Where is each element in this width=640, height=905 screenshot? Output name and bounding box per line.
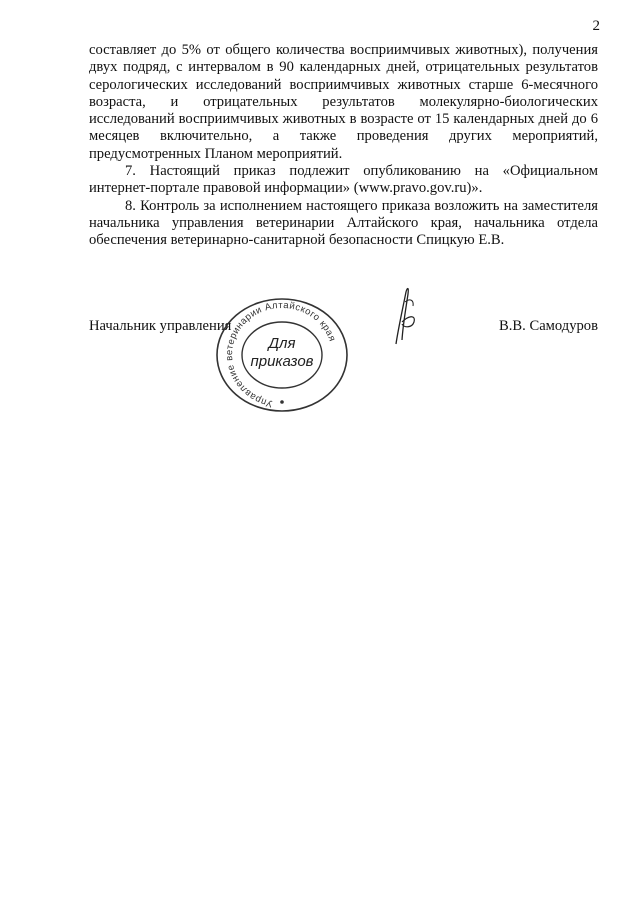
paragraph-continuation: составляет до 5% от общего количества восприимчивых животных), получения двух подряд, с интервалом в 90 календарных дней, отрицательных результатов серологических исследований восприимчивых животных старше 6-месячного возраста, и отрицательных результатов молекулярно-биологических исследований восприимчивых животных в возрасте от 15 календарных дней до 6 месяцев включительно, а также проведения других мероприятий, предусмотренных Планом мероприятий.: [89, 42, 598, 162]
paragraph-8: 8. Контроль за исполнением настоящего приказа возложить на заместителя начальника управления ветеринарии Алтайского края, начальника отдела обеспечения ветеринарно-санитарной безопасности Спицкую Е.В.: [89, 197, 598, 249]
handwritten-signature: [386, 282, 426, 348]
page-number: 2: [592, 18, 600, 34]
document-body: [89, 42, 598, 250]
stamp-seal: [212, 296, 352, 414]
stamp-center-line1: Для: [268, 335, 296, 352]
stamp-center-line2: приказов: [250, 353, 314, 370]
stamp-ring-text: Управление ветеринарии Алтайского края: [223, 299, 338, 410]
signer-position: Начальник управления: [89, 318, 232, 334]
paragraph-7: 7. Настоящий приказ подлежит опубликованию на «Официальном интернет-портале правовой информации» (www.pravo.gov.ru)».: [89, 163, 598, 197]
signer-name: В.В. Самодуров: [499, 318, 598, 334]
